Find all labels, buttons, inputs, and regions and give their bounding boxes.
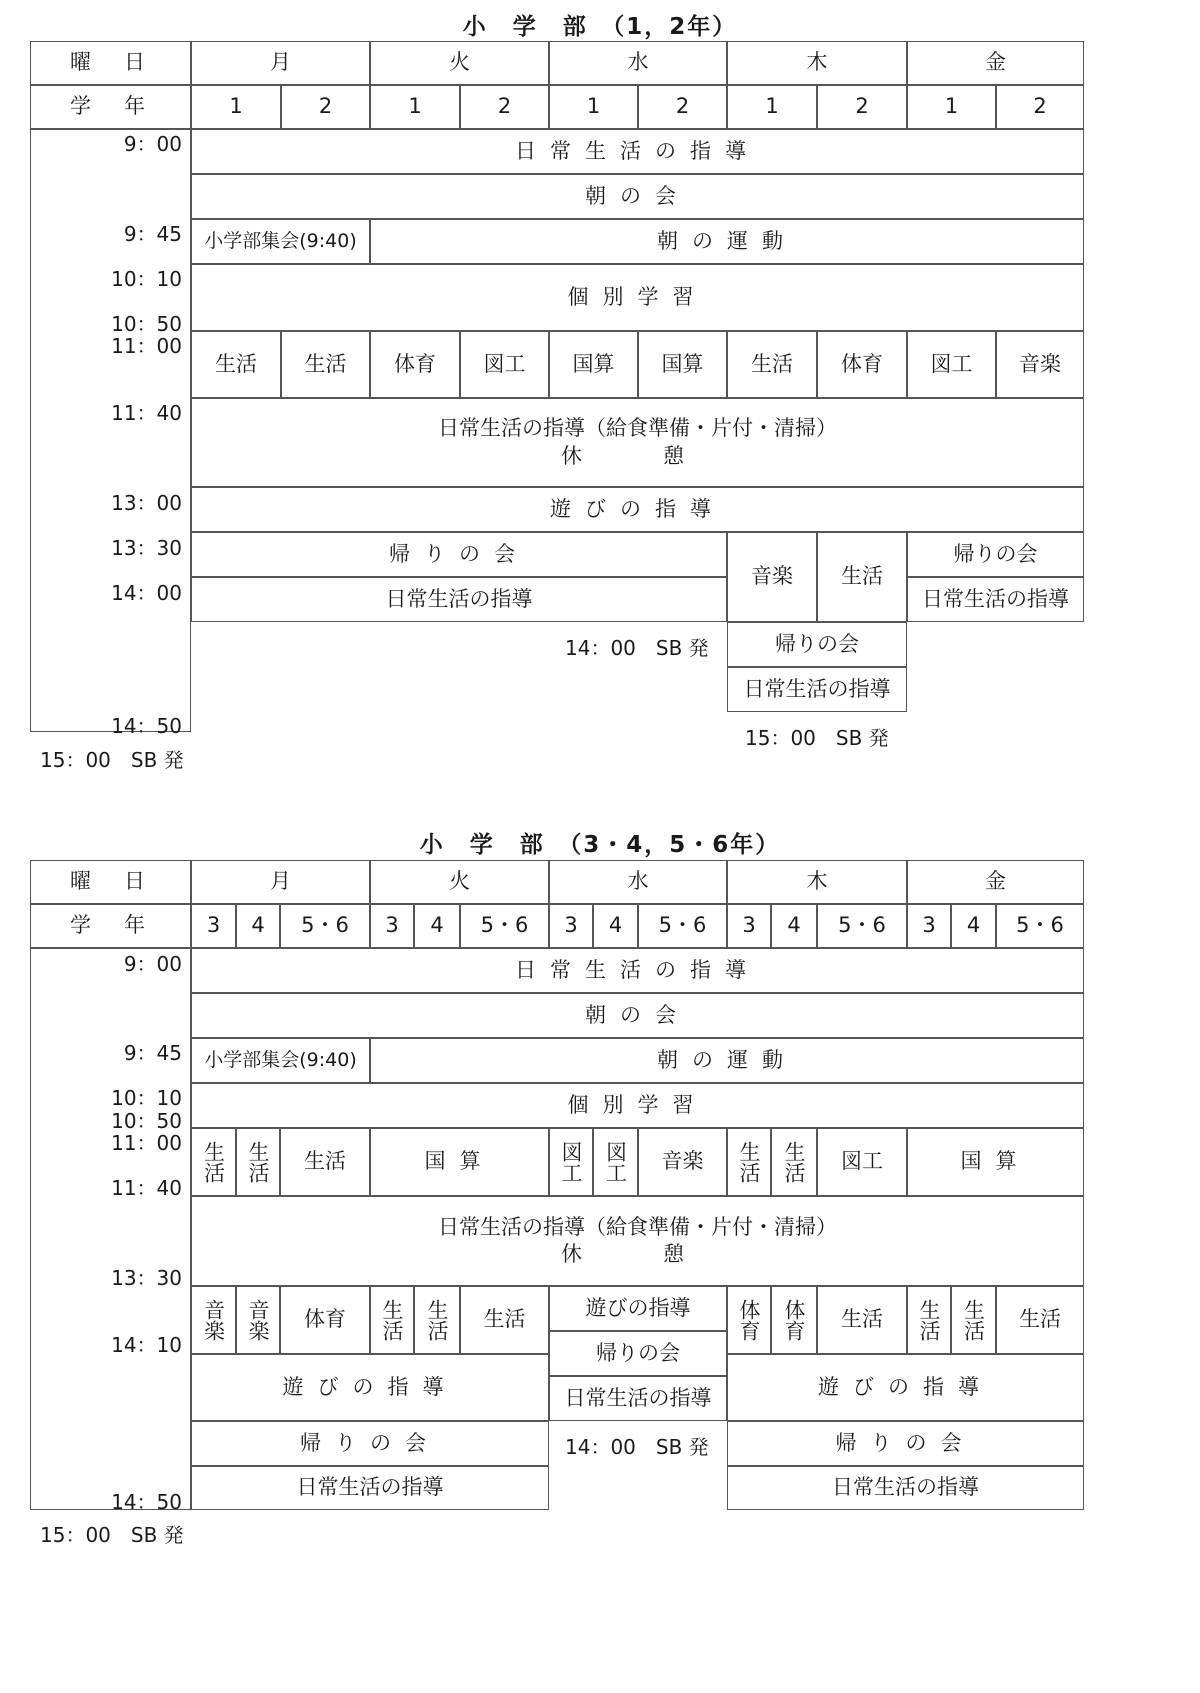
pm-thu-3 bbox=[727, 1286, 771, 1354]
subject-cell: 体育 bbox=[817, 331, 907, 398]
day-row-label: 曜 日 bbox=[30, 860, 191, 904]
grade-header: 3 bbox=[370, 904, 414, 948]
pm-thu-56: 生活 bbox=[817, 1286, 907, 1354]
grade-header: 1 bbox=[549, 85, 638, 129]
cell-text: 音楽 bbox=[246, 1299, 271, 1341]
daily-guidance-pm-cell: 日常生活の指導 bbox=[191, 577, 727, 622]
day-header: 月 bbox=[191, 860, 370, 904]
individual-study-row: 個別学習 bbox=[191, 1083, 1084, 1128]
cell-text: 生活 bbox=[917, 1299, 942, 1341]
time-label: 9：45 bbox=[123, 1041, 182, 1065]
cell-text: 生活 bbox=[425, 1299, 450, 1341]
time-label: 11：40 bbox=[111, 401, 182, 425]
cell-text: 生活 bbox=[380, 1299, 405, 1341]
cell-text: 生活 bbox=[201, 1141, 226, 1183]
time-label: 13：30 bbox=[111, 1266, 182, 1290]
lunch-row bbox=[191, 398, 1084, 487]
am-mon-56: 生活 bbox=[280, 1128, 370, 1196]
time-label: 10：10 bbox=[111, 1086, 182, 1110]
daily-guidance-pm-left: 日常生活の指導 bbox=[191, 1466, 549, 1510]
lunch-row bbox=[191, 1196, 1084, 1286]
day-header: 火 bbox=[370, 860, 549, 904]
morning-meeting-row: 朝の会 bbox=[191, 993, 1084, 1038]
pm-tue-3 bbox=[370, 1286, 414, 1354]
grade-row-label: 学 年 bbox=[30, 85, 191, 129]
time-label: 9：45 bbox=[123, 222, 182, 246]
time-label: 11：00 bbox=[111, 334, 182, 358]
time-label: 13：30 bbox=[111, 536, 182, 560]
subject-cell: 国算 bbox=[638, 331, 727, 398]
grade-header: 5・6 bbox=[817, 904, 907, 948]
play-guidance-row: 遊びの指導 bbox=[191, 487, 1084, 532]
grade-header: 3 bbox=[907, 904, 951, 948]
daily-guidance-pm-right: 日常生活の指導 bbox=[727, 1466, 1084, 1510]
pm-wed-return: 帰りの会 bbox=[549, 1331, 727, 1376]
subject-cell: 図工 bbox=[460, 331, 549, 398]
thu-music-cell: 音楽 bbox=[727, 532, 817, 622]
time-label: 14：10 bbox=[111, 1333, 182, 1357]
time-label: 14：50 bbox=[111, 714, 182, 738]
return-meeting-cell: 帰りの会 bbox=[191, 532, 727, 577]
grade-row-label: 学 年 bbox=[30, 904, 191, 948]
cell-text: 生活 bbox=[737, 1141, 762, 1183]
grade-header: 2 bbox=[281, 85, 370, 129]
time-label: 10：50 bbox=[111, 312, 182, 336]
morning-exercise-row: 朝の運動 bbox=[370, 219, 1084, 264]
time-label: 11：00 bbox=[111, 1131, 182, 1155]
day-header: 水 bbox=[549, 860, 727, 904]
return-meeting-left: 帰りの会 bbox=[191, 1421, 549, 1466]
pm-fri-3 bbox=[907, 1286, 951, 1354]
fri-daily-guidance-cell: 日常生活の指導 bbox=[907, 577, 1084, 622]
pm-mon-3 bbox=[191, 1286, 236, 1354]
daily-guidance-row: 日常生活の指導 bbox=[191, 948, 1084, 993]
individual-study-row: 個別学習 bbox=[191, 264, 1084, 331]
bus-1500-note: 15：00 SB 発 bbox=[40, 1523, 184, 1547]
return-meeting-right: 帰りの会 bbox=[727, 1421, 1084, 1466]
pm-fri-56: 生活 bbox=[996, 1286, 1084, 1354]
daily-guidance-row: 日常生活の指導 bbox=[191, 129, 1084, 174]
am-thu-3 bbox=[727, 1128, 771, 1196]
pm-wed-play: 遊びの指導 bbox=[549, 1286, 727, 1331]
play-guidance-left: 遊びの指導 bbox=[191, 1354, 549, 1421]
am-mon-4 bbox=[236, 1128, 280, 1196]
time-label: 14：00 bbox=[111, 581, 182, 605]
cell-text: 音楽 bbox=[201, 1299, 226, 1341]
cell-text: 生活 bbox=[246, 1141, 271, 1183]
cell-text: 体育 bbox=[737, 1299, 762, 1341]
lunch-line2: 休 憩 bbox=[561, 443, 714, 468]
bus-1400-note: 14：00 SB 発 bbox=[565, 636, 709, 660]
morning-exercise-row: 朝の運動 bbox=[370, 1038, 1084, 1083]
subject-cell: 国算 bbox=[549, 331, 638, 398]
am-tue: 国算 bbox=[370, 1128, 549, 1196]
pm-mon-4 bbox=[236, 1286, 280, 1354]
time-label: 9：00 bbox=[123, 132, 182, 156]
grade-header: 1 bbox=[191, 85, 281, 129]
am-thu-56: 図工 bbox=[817, 1128, 907, 1196]
pm-tue-4 bbox=[414, 1286, 460, 1354]
pm-thu-4 bbox=[771, 1286, 817, 1354]
grade-header: 2 bbox=[460, 85, 549, 129]
grade-header: 5・6 bbox=[280, 904, 370, 948]
subject-cell: 体育 bbox=[370, 331, 460, 398]
pm-wed-daily: 日常生活の指導 bbox=[549, 1376, 727, 1421]
day-header: 火 bbox=[370, 41, 549, 85]
thu-daily-guidance-cell: 日常生活の指導 bbox=[727, 667, 907, 712]
day-row-label: 曜 日 bbox=[30, 41, 191, 85]
subject-cell: 生活 bbox=[727, 331, 817, 398]
day-header: 月 bbox=[191, 41, 370, 85]
grade-header: 1 bbox=[907, 85, 996, 129]
am-mon-3 bbox=[191, 1128, 236, 1196]
am-wed-3 bbox=[549, 1128, 593, 1196]
grade-header: 2 bbox=[996, 85, 1084, 129]
grade-header: 2 bbox=[817, 85, 907, 129]
day-header: 木 bbox=[727, 41, 907, 85]
lunch-line1: 日常生活の指導（給食準備・片付・清掃） bbox=[438, 416, 837, 441]
grade-header: 4 bbox=[593, 904, 638, 948]
subject-cell: 生活 bbox=[281, 331, 370, 398]
grade-header: 3 bbox=[549, 904, 593, 948]
grade-header: 5・6 bbox=[460, 904, 549, 948]
cell-text: 図工 bbox=[603, 1141, 628, 1183]
grade-header: 2 bbox=[638, 85, 727, 129]
thu-return-meeting-cell: 帰りの会 bbox=[727, 622, 907, 667]
grade-header: 5・6 bbox=[638, 904, 727, 948]
bus-1400-note: 14：00 SB 発 bbox=[565, 1435, 709, 1459]
grade-header: 5・6 bbox=[996, 904, 1084, 948]
lunch-line2: 休 憩 bbox=[561, 1242, 714, 1266]
bus-1500-thu-note: 15：00 SB 発 bbox=[745, 726, 889, 750]
assembly-cell: 小学部集会(9:40) bbox=[191, 219, 370, 264]
cell-text: 生活 bbox=[782, 1141, 807, 1183]
am-wed-4 bbox=[593, 1128, 638, 1196]
time-label: 14：50 bbox=[111, 1490, 182, 1514]
bus-1500-note: 15：00 SB 発 bbox=[40, 748, 184, 772]
pm-mon-56: 体育 bbox=[280, 1286, 370, 1354]
time-column bbox=[30, 948, 191, 1510]
grade-header: 3 bbox=[727, 904, 771, 948]
subject-cell: 音楽 bbox=[996, 331, 1084, 398]
subject-cell: 図工 bbox=[907, 331, 996, 398]
grade-header: 4 bbox=[236, 904, 280, 948]
play-guidance-right: 遊びの指導 bbox=[727, 1354, 1084, 1421]
day-header: 木 bbox=[727, 860, 907, 904]
section2-title: 小 学 部 （3・4，5・6年） bbox=[419, 832, 781, 858]
grade-header: 3 bbox=[191, 904, 236, 948]
fri-return-meeting-cell: 帰りの会 bbox=[907, 532, 1084, 577]
grade-header: 1 bbox=[370, 85, 460, 129]
am-fri: 国算 bbox=[907, 1128, 1084, 1196]
time-label: 11：40 bbox=[111, 1176, 182, 1200]
cell-text: 図工 bbox=[559, 1141, 584, 1183]
time-label: 9：00 bbox=[123, 952, 182, 976]
cell-text: 生活 bbox=[961, 1299, 986, 1341]
cell-text: 体育 bbox=[782, 1299, 807, 1341]
day-header: 水 bbox=[549, 41, 727, 85]
assembly-cell: 小学部集会(9:40) bbox=[191, 1038, 370, 1083]
subject-cell: 生活 bbox=[191, 331, 281, 398]
time-label: 10：50 bbox=[111, 1109, 182, 1133]
lunch-line1: 日常生活の指導（給食準備・片付・清掃） bbox=[438, 1214, 837, 1239]
thu-life-cell: 生活 bbox=[817, 532, 907, 622]
grade-header: 4 bbox=[771, 904, 817, 948]
time-label: 10：10 bbox=[111, 267, 182, 291]
day-header: 金 bbox=[907, 41, 1084, 85]
pm-tue-56: 生活 bbox=[460, 1286, 549, 1354]
time-label: 13：00 bbox=[111, 491, 182, 515]
section1-title: 小 学 部 （1，2年） bbox=[462, 14, 738, 40]
pm-fri-4 bbox=[951, 1286, 996, 1354]
day-header: 金 bbox=[907, 860, 1084, 904]
grade-header: 1 bbox=[727, 85, 817, 129]
morning-meeting-row: 朝の会 bbox=[191, 174, 1084, 219]
am-thu-4 bbox=[771, 1128, 817, 1196]
grade-header: 4 bbox=[414, 904, 460, 948]
grade-header: 4 bbox=[951, 904, 996, 948]
am-wed-56: 音楽 bbox=[638, 1128, 727, 1196]
